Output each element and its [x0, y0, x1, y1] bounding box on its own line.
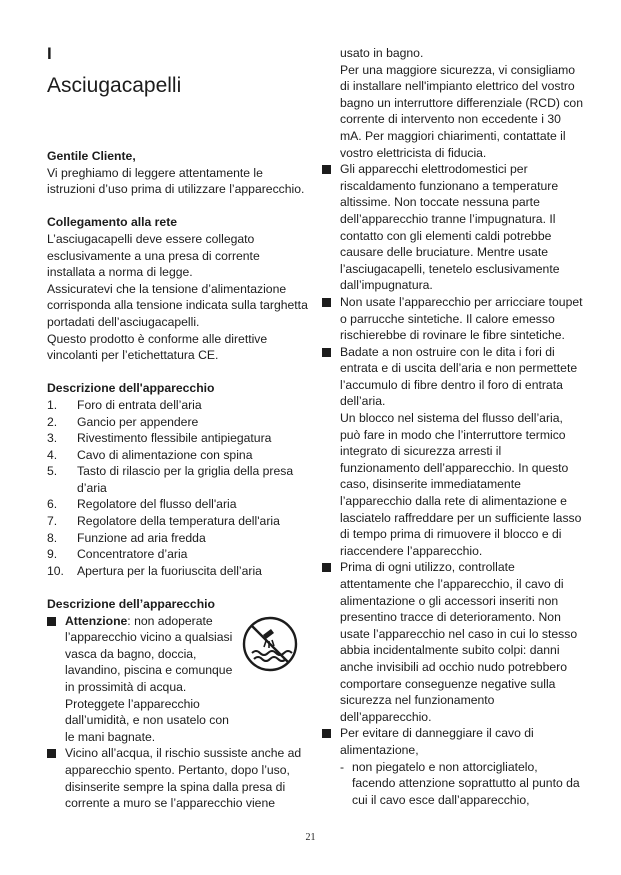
bullet-hot-parts: Gli apparecchi elettrodomestici per riscaldamento funzionano a temperature altissime. Non toccate nessuna parte dell’apparecchio tranne l’impugnatura. Il contatto con gli elementi caldi potrebbe causare delle bruciature. Mentre usate l’asciugacapelli, tenetelo esclusivamente dall’impugnatura.	[322, 161, 584, 294]
attention-text: : non adoperate l’apparecchio vicino a qualsiasi vasca da bagno, doccia, lavandino, piscina e comunque in prossimità di acqua. Proteggete l’apparecchio dall’umidità, e non usatelo con le mani bagnate.	[65, 613, 233, 744]
list-item: 7. Regolatore della temperatura dell'aria	[47, 514, 280, 529]
greeting-text: Vi preghiamo di leggere attentamente le istruzioni d’uso prima di utilizzare l’apparecchio.	[47, 165, 305, 197]
list-item: 1. Foro di entrata dell’aria	[47, 397, 202, 412]
left-column	[47, 148, 309, 812]
bullet-air-openings: Badate a non ostruire con le dita i fori di entrata e di uscita dell’aria e non permettete l’accumulo di fibre dentro il foro di entrata dell’aria. Un blocco nel sistema del flusso dell’aria, può fare in modo che l’interruttore termico integrato di sicurezza arresti il funzionamento dell’apparecchio. In questo caso, disinserite immediatamente l’apparecchio dalla rete di alimentazione e lasciatelo raffreddare per un sufficiente lasso di tempo prima di rimuovere il blocco e di riaccendere l’apparecchio.	[322, 344, 584, 560]
list-item: 4. Cavo di alimentazione con spina	[47, 447, 253, 462]
connection-paragraph-1: L’asciugacapelli deve essere collegato esclusivamente a una presa di corrente installata a norma di legge.	[47, 231, 260, 280]
language-marker: I	[47, 44, 52, 63]
list-item: 5. Tasto di rilascio per la griglia della presa d’aria	[47, 464, 294, 495]
bullet-synthetic-hair: Non usate l’apparecchio per arricciare toupet o parrucche sintetiche. Il calore emesso rischierebbe di rovinare le fibre sintetiche.	[322, 294, 584, 344]
bullet-continuation: usato in bagno.	[340, 46, 424, 60]
list-item: 10. Apertura per la fuoriuscita dell’aria	[47, 563, 262, 578]
greeting-heading: Gentile Cliente,	[47, 149, 136, 163]
right-column	[322, 45, 584, 808]
no-water-warning-icon	[241, 615, 299, 673]
description-heading: Descrizione dell'apparecchio	[47, 381, 215, 396]
bullet-inspection: Prima di ogni utilizzo, controllate attentamente che l’apparecchio, il cavo di alimentazione o gli accessori inseriti non presentino tracce di deterioramento. Non usate l’apparecchio nel caso in cui lo stesso abbia incidentalmente subito colpi: danni anche invisibili ad occhio nudo potrebbero comportare conseguenze negative sulla sicurezza nel funzionamento dell’apparecchio.	[322, 559, 584, 725]
page-title: Asciugacapelli	[47, 74, 182, 97]
bullet-water-risk: Vicino all’acqua, il rischio sussiste anche ad apparecchio spento. Pertanto, dopo l’uso, disinserite sempre la spina dalla presa di corrente a muro se l’apparecchio viene	[47, 745, 309, 811]
attention-label: Attenzione	[65, 613, 128, 628]
list-item: 6. Regolatore del flusso dell'aria	[47, 497, 237, 512]
list-item: 8. Funzione ad aria fredda	[47, 530, 206, 545]
list-item: 2. Gancio per appendere	[47, 414, 199, 429]
connection-heading: Collegamento alla rete	[47, 215, 178, 230]
connection-paragraph-2: Assicuratevi che la tensione d’alimentazione corrisponda alla tensione indicata sulla targhetta portadati dell’asciugacapelli.	[47, 281, 308, 329]
bullet-cable: Per evitare di danneggiare il cavo di alimentazione,	[322, 725, 584, 758]
list-item: 9. Concentratore d’aria	[47, 547, 188, 562]
dash-item: - non piegatelo e non attorcigliatelo, facendo attenzione soprattutto al punto da cui il cavo esce dall’apparecchio,	[340, 759, 580, 807]
connection-paragraph-3: Questo prodotto è conforme alle direttive vincolanti per l’etichettatura CE.	[47, 331, 268, 363]
page-number: 21	[305, 832, 316, 843]
rcd-paragraph: Per una maggiore sicurezza, vi consigliamo di installare nell'impianto elettrico del vostro bagno un interruttore differenziale (RCD) con corrente di intervento non eccedente i 30 mA. Per maggiori chiarimenti, contattate il vostro elettricista di fiducia.	[340, 62, 583, 160]
list-item: 3. Rivestimento flessibile antipiegatura	[47, 431, 272, 446]
parts-list	[47, 397, 309, 580]
description-heading-2: Descrizione dell’apparecchio	[47, 597, 215, 612]
